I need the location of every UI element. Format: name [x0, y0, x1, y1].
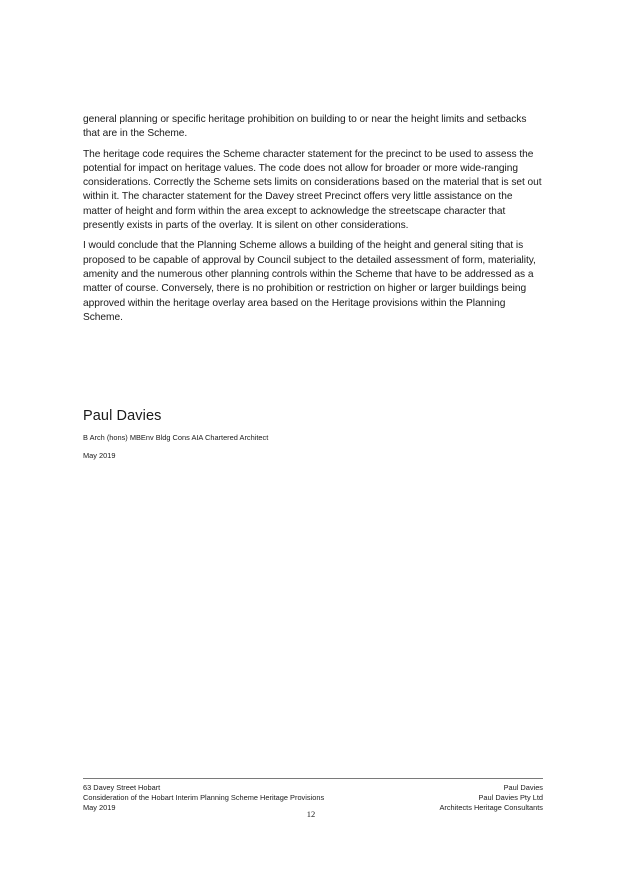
body-paragraph-1: general planning or specific heritage prohibition on building to or near the height limits and setbacks that are in the Scheme. — [83, 114, 527, 140]
footer-date: May 2019 — [83, 803, 116, 812]
footer-right — [343, 783, 543, 813]
footer-company: Paul Davies Pty Ltd — [478, 793, 543, 802]
signature-date: May 2019 — [83, 451, 116, 460]
footer-company-role: Architects Heritage Consultants — [439, 803, 543, 812]
body-paragraph-3: I would conclude that the Planning Scheme allows a building of the height and general siting that is proposed to be capable of approval by Council subject to the detailed assessment of form, materiality, amenity and the numerous other planning controls within the Scheme that have to be addressed as a matter of course. Conversely, there is no prohibition or restriction on higher or larger buildings being approved within the heritage overlay area based on the Heritage provisions within the Planning Scheme. — [83, 240, 536, 323]
body-paragraph-2: The heritage code requires the Scheme character statement for the precinct to be used to assess the potential for impact on heritage values. The code does not allow for broader or more wide-ranging considerations. Correctly the Scheme sets limits on considerations based on the material that is set out within it. The character statement for the Davey street Precinct offers very little assistance on the matter of height and form within the area except to acknowledge the streetscape character that presently exists in parts of the overlay. It is silent on other considerations. — [83, 148, 542, 232]
author-credentials: B Arch (hons) MBEnv Bldg Cons AIA Chartered Architect — [83, 433, 269, 442]
footer-address: 63 Davey Street Hobart — [83, 783, 161, 792]
document-body — [83, 113, 543, 331]
footer-document-title: Consideration of the Hobart Interim Planning Scheme Heritage Provisions — [83, 793, 325, 802]
author-name: Paul Davies — [83, 408, 162, 424]
footer-author: Paul Davies — [503, 783, 543, 792]
signature-block — [83, 408, 543, 469]
page-number: 12 — [306, 809, 316, 819]
footer-divider — [83, 778, 543, 779]
footer-left — [83, 783, 383, 813]
